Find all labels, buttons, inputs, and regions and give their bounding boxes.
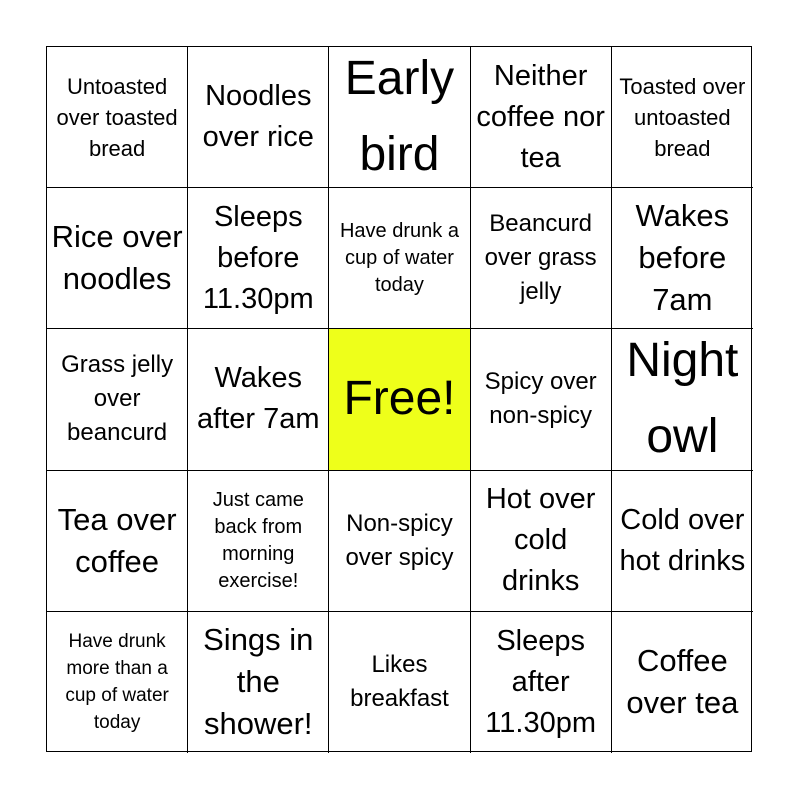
cell-text: Wakes before 7am xyxy=(635,198,730,318)
cell-text: Tea over coffee xyxy=(57,501,177,579)
bingo-cell[interactable] xyxy=(612,47,753,188)
free-cell-text: Free! xyxy=(343,372,456,426)
cell-text: Coffee over tea xyxy=(626,643,739,721)
cell-text: Cold over hot drinks xyxy=(619,503,746,577)
cell-text: Neither coffee nor tea xyxy=(476,59,605,174)
bingo-cell[interactable] xyxy=(188,612,329,753)
bingo-cell[interactable] xyxy=(612,471,753,612)
cell-text: Night owl xyxy=(626,334,739,464)
bingo-cell[interactable] xyxy=(612,188,753,329)
cell-text: Hot over cold drinks xyxy=(485,483,596,598)
cell-text: Likes breakfast xyxy=(350,651,449,713)
bingo-cell[interactable] xyxy=(47,471,188,612)
bingo-cell[interactable] xyxy=(47,329,188,470)
bingo-cell[interactable] xyxy=(47,47,188,188)
bingo-cell[interactable] xyxy=(188,329,329,470)
cell-text: Wakes after 7am xyxy=(197,362,320,436)
bingo-cell[interactable] xyxy=(188,471,329,612)
bingo-cell[interactable] xyxy=(471,47,612,188)
bingo-cell[interactable] xyxy=(612,612,753,753)
cell-text: Sings in the shower! xyxy=(203,622,314,742)
bingo-cell[interactable] xyxy=(47,188,188,329)
cell-text: Sleeps before 11.30pm xyxy=(202,200,314,315)
cell-text: Spicy over non-spicy xyxy=(484,368,597,430)
cell-text: Sleeps after 11.30pm xyxy=(485,624,597,739)
cell-text: Just came back from morning exercise! xyxy=(212,488,304,592)
cell-text: Toasted over untoasted bread xyxy=(619,73,746,161)
bingo-cell[interactable] xyxy=(471,612,612,753)
bingo-cell[interactable] xyxy=(329,612,470,753)
cell-text: Beancurd over grass jelly xyxy=(484,210,597,306)
bingo-cell[interactable] xyxy=(329,471,470,612)
cell-text: Grass jelly over beancurd xyxy=(61,351,174,447)
bingo-cell[interactable] xyxy=(188,188,329,329)
cell-text: Non-spicy over spicy xyxy=(345,509,454,571)
bingo-cell[interactable] xyxy=(329,188,470,329)
cell-text: Untoasted over toasted bread xyxy=(56,73,178,161)
bingo-board xyxy=(46,46,752,752)
bingo-cell[interactable] xyxy=(471,188,612,329)
bingo-cell[interactable] xyxy=(47,612,188,753)
cell-text: Early bird xyxy=(344,52,455,182)
cell-text: Noodles over rice xyxy=(202,80,314,154)
cell-text: Have drunk a cup of water today xyxy=(339,219,459,296)
cell-text: Rice over noodles xyxy=(51,219,183,297)
bingo-cell[interactable] xyxy=(471,471,612,612)
free-cell[interactable] xyxy=(329,329,470,470)
bingo-cell[interactable] xyxy=(329,47,470,188)
bingo-cell[interactable] xyxy=(188,47,329,188)
cell-text: Have drunk more than a cup of water today xyxy=(65,631,169,734)
bingo-cell[interactable] xyxy=(471,329,612,470)
bingo-cell[interactable] xyxy=(612,329,753,470)
